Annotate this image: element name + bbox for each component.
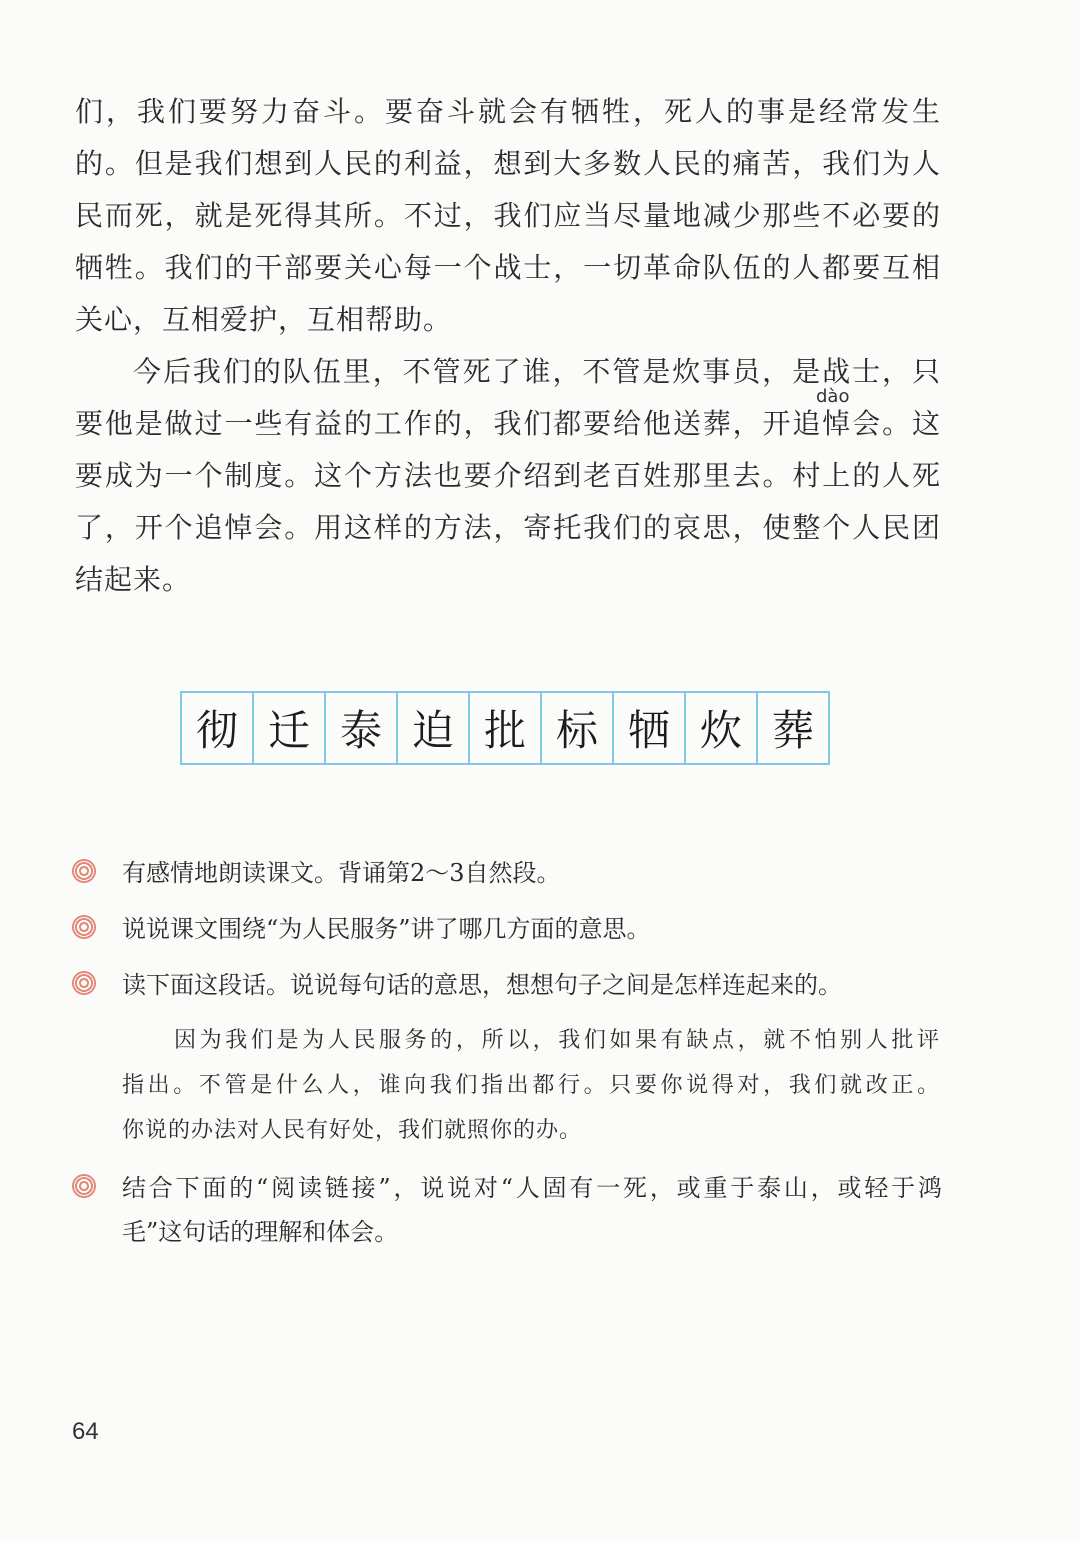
character-cell: 葬 (771, 706, 814, 755)
passage-line: 了，开个追悼会。用这样的方法，寄托我们的哀思，使整个人民团 (75, 511, 941, 544)
page-number: 64 (72, 1418, 99, 1445)
passage-line: 的。但是我们想到人民的利益，想到大多数人民的痛苦，我们为人 (75, 147, 941, 180)
pinyin-annotation: dào (816, 386, 850, 407)
exercise-line: 有感情地朗读课文。背诵第2～3自然段。 (122, 859, 561, 887)
passage-line: 关心，互相爱护，互相帮助。 (75, 303, 453, 336)
seal-bullet-icon (72, 859, 96, 883)
passage-line: 们，我们要努力奋斗。要奋斗就会有牺牲，死人的事是经常发生 (75, 95, 941, 128)
passage-line: 牺牲。我们的干部要关心每一个战士，一切革命队伍的人都要互相 (75, 251, 941, 284)
quote-line: 因为我们是为人民服务的，所以，我们如果有缺点，就不怕别人批评 (174, 1028, 940, 1053)
character-cell: 泰 (326, 693, 398, 763)
exercise-text (122, 963, 942, 1007)
passage-line: 今后我们的队伍里，不管死了谁，不管是炊事员，是战士，只 (133, 355, 941, 388)
character-cell: 迫 (398, 693, 470, 763)
character-cell: 批 (470, 693, 542, 763)
character-cell: 炊 (686, 693, 758, 763)
character-cell: 标 (542, 693, 614, 763)
passage-line: 民而死，就是死得其所。不过，我们应当尽量地减少那些不必要的 (75, 199, 941, 232)
seal-bullet-icon (72, 971, 96, 995)
seal-bullet-icon (72, 1174, 96, 1198)
passage-line: 要成为一个制度。这个方法也要介绍到老百姓那里去。村上的人死 (75, 459, 941, 492)
quote-line: 指出。不管是什么人，谁向我们指出都行。只要你说得对，我们就改正。 (122, 1073, 940, 1098)
exercise-text (122, 907, 942, 951)
exercise-line: 读下面这段话。说说每句话的意思，想想句子之间是怎样连起来的。 (122, 971, 842, 999)
passage-line: 结起来。 (75, 563, 192, 596)
seal-bullet-icon (72, 915, 96, 939)
character-cell: 牺 (614, 693, 686, 763)
exercise-line: 毛”这句话的理解和体会。 (122, 1218, 399, 1246)
exercise-text (122, 1166, 942, 1254)
exercise-line: 说说课文围绕“为人民服务”讲了哪几方面的意思。 (122, 915, 651, 943)
character-grid (180, 691, 830, 765)
passage-line: 要他是做过一些有益的工作的，我们都要给他送葬，开追悼会。这 (75, 407, 941, 440)
character-cell: 迁 (254, 693, 326, 763)
exercise-line: 结合下面的“阅读链接”，说说对“人固有一死，或重于泰山，或轻于鸿 (122, 1174, 942, 1202)
exercise-text (122, 851, 942, 895)
character-cell: 彻 (182, 693, 254, 763)
quote-line: 你说的办法对人民有好处，我们就照你的办。 (122, 1118, 583, 1143)
